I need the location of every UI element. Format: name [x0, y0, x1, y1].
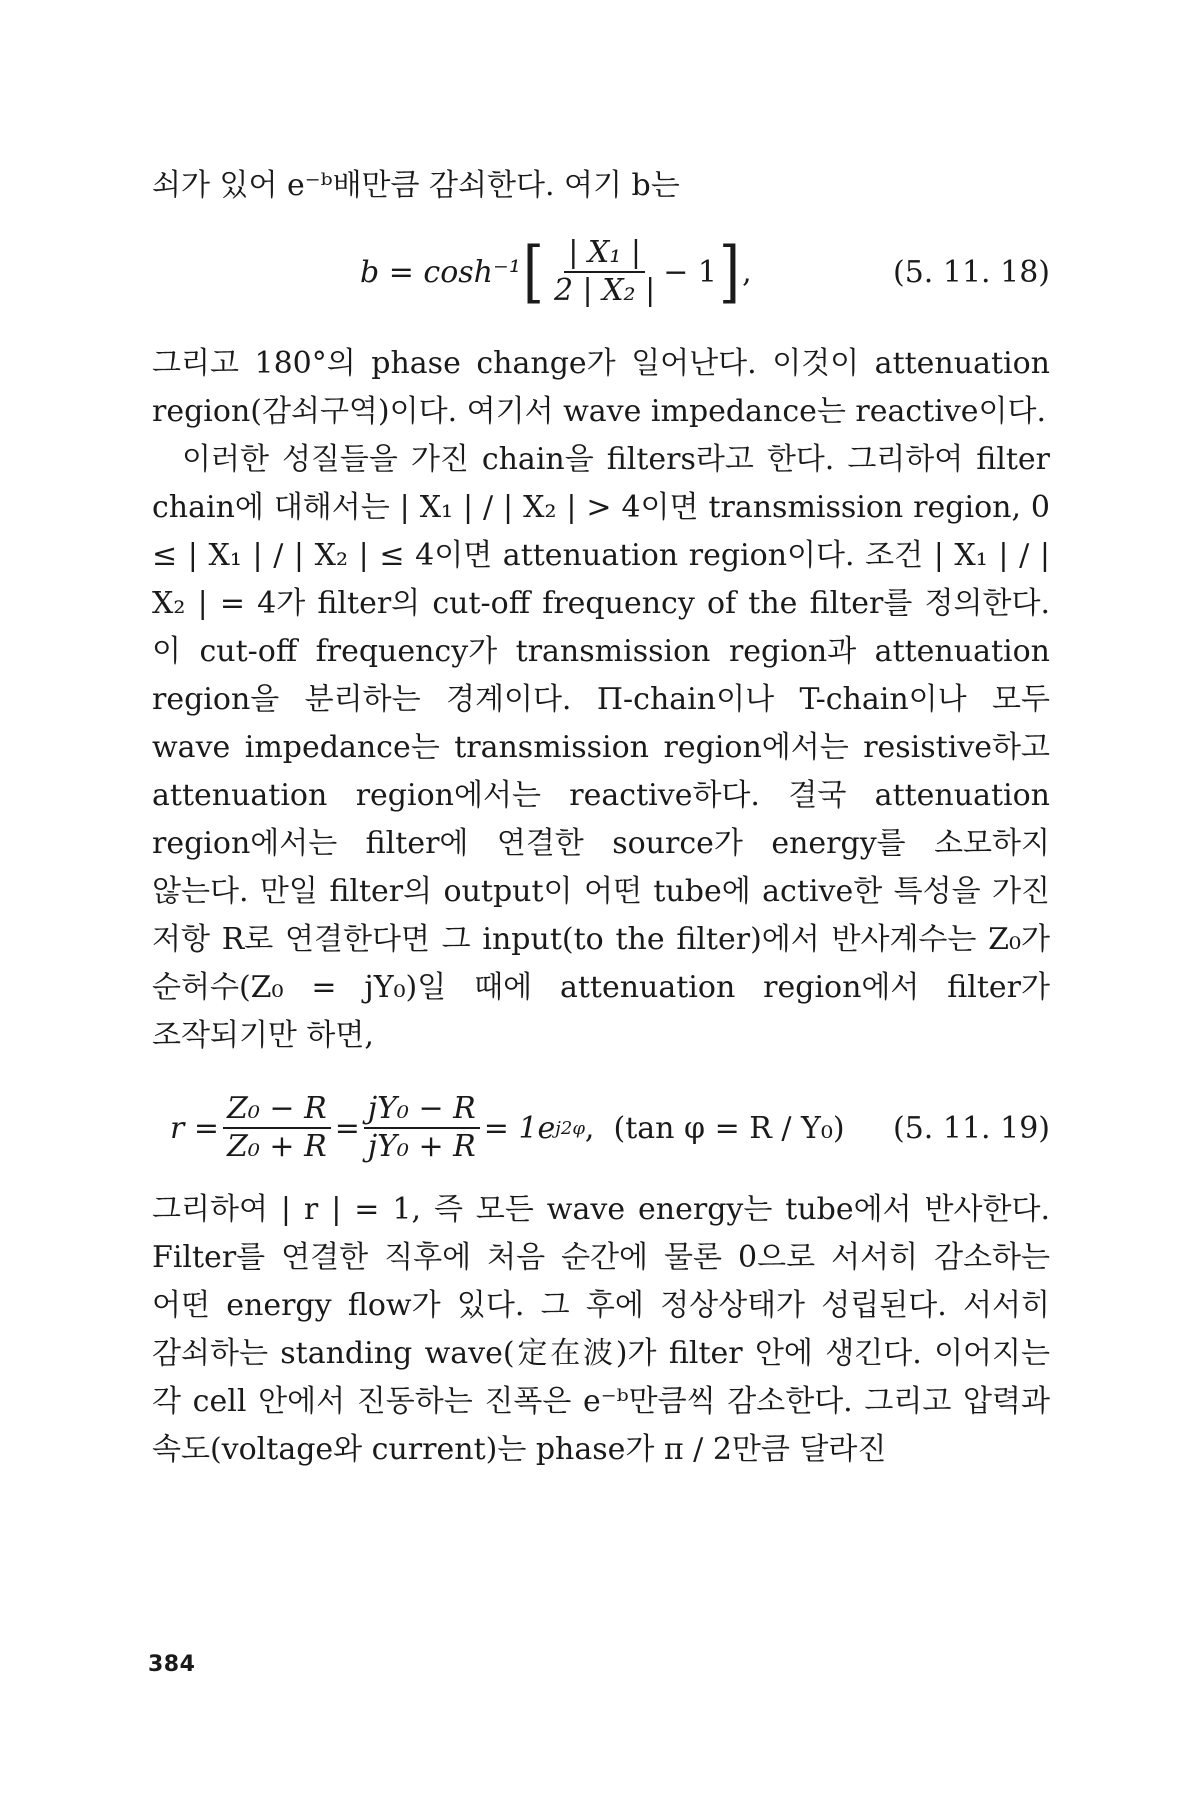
equation-5-11-19 — [152, 1088, 1050, 1168]
equation-body — [360, 232, 752, 312]
fraction — [550, 237, 659, 307]
fraction-denominator: 2 | X₂ | — [553, 273, 656, 308]
fraction-numerator: | X₁ | — [564, 237, 645, 273]
right-bracket: ] — [719, 232, 741, 311]
paragraph-3: 그리하여 | r | = 1, 즉 모든 wave energy는 tube에서 반사한다. Filter를 연결한 직후에 처음 순간에 물론 0으로 서서히 감소하는 어떤 energy flow가 있다. 그 후에 정상상태가 성립된다. 서서히 감쇠하는 standing wave(定在波)가 filter 안에 생긴다. 이어지는 각 cell 안에서 진동하는 진폭은 e⁻ᵇ만큼씩 감소한다. 그리고 압력과 속도(voltage와 current)는 phase가 π / 2만큼 달라진 — [152, 1192, 1050, 1467]
fraction-2 — [364, 1093, 480, 1163]
paragraph-2: 이러한 성질들을 가진 chain을 filters라고 한다. 그리하여 filter chain에 대해서는 | X₁ | / | X₂ | > 4이면 transmission region, 0 ≤ | X₁ | / | X₂ | ≤ 4이면 attenuation region이다. 조건 | X₁ | / | X₂ | = 4가 filter의 cut-off frequency of the filter를 정의한다. 이 cut-off frequency가 transmission region과 attenuation region을 분리하는 경계이다. Π-chain이나 T-chain이나 모두 wave impedance는 transmission region에서는 resistive하고 attenuation region에서는 reactive하다. 결국 attenuation region에서는 filter에 연결한 source가 energy를 소모하지 않는다. 만일 filter의 output이 어떤 tube에 active한 특성을 가진 저항 R로 연결한다면 그 input(to the filter)에서 반사계수는 Z₀가 순허수(Z₀ = jY₀)일 때에 attenuation region에서 filter가 조작되기만 하면, — [152, 442, 1050, 1053]
body-text-2 — [152, 1186, 1050, 1474]
fraction-1 — [223, 1093, 331, 1163]
fraction-1-numerator: Z₀ − R — [223, 1093, 331, 1129]
paragraph-1: 그리고 180°의 phase change가 일어난다. 이것이 attenuation region(감쇠구역)이다. 여기서 wave impedance는 reactive이다. — [152, 346, 1050, 429]
equals-sign: = — [334, 1110, 360, 1146]
left-bracket: [ — [522, 232, 544, 311]
intro-text — [152, 162, 1050, 210]
exponent: j2φ — [555, 1117, 585, 1139]
intro-line: 쇠가 있어 e⁻ᵇ배만큼 감쇠한다. 여기 b는 — [152, 168, 680, 203]
body-text-1 — [152, 340, 1050, 1060]
fraction-2-denominator: jY₀ + R — [367, 1129, 476, 1164]
fraction-1-denominator: Z₀ + R — [227, 1129, 327, 1164]
equation-condition: , (tan φ = R / Y₀) — [584, 1110, 845, 1146]
equation-trail: , — [742, 254, 752, 290]
equation-tail: − 1 — [663, 254, 717, 290]
equation-5-11-18 — [152, 232, 1050, 312]
equation-body — [170, 1088, 845, 1168]
page-number: 384 — [148, 1652, 196, 1677]
equation-lhs: r = — [170, 1110, 220, 1146]
equation-number: (5. 11. 19) — [893, 1110, 1050, 1146]
fraction-2-numerator: jY₀ − R — [364, 1093, 480, 1129]
equation-rhs: = 1e — [483, 1110, 556, 1146]
equation-number: (5. 11. 18) — [893, 254, 1050, 290]
equation-lhs: b = cosh⁻¹ — [360, 254, 521, 290]
